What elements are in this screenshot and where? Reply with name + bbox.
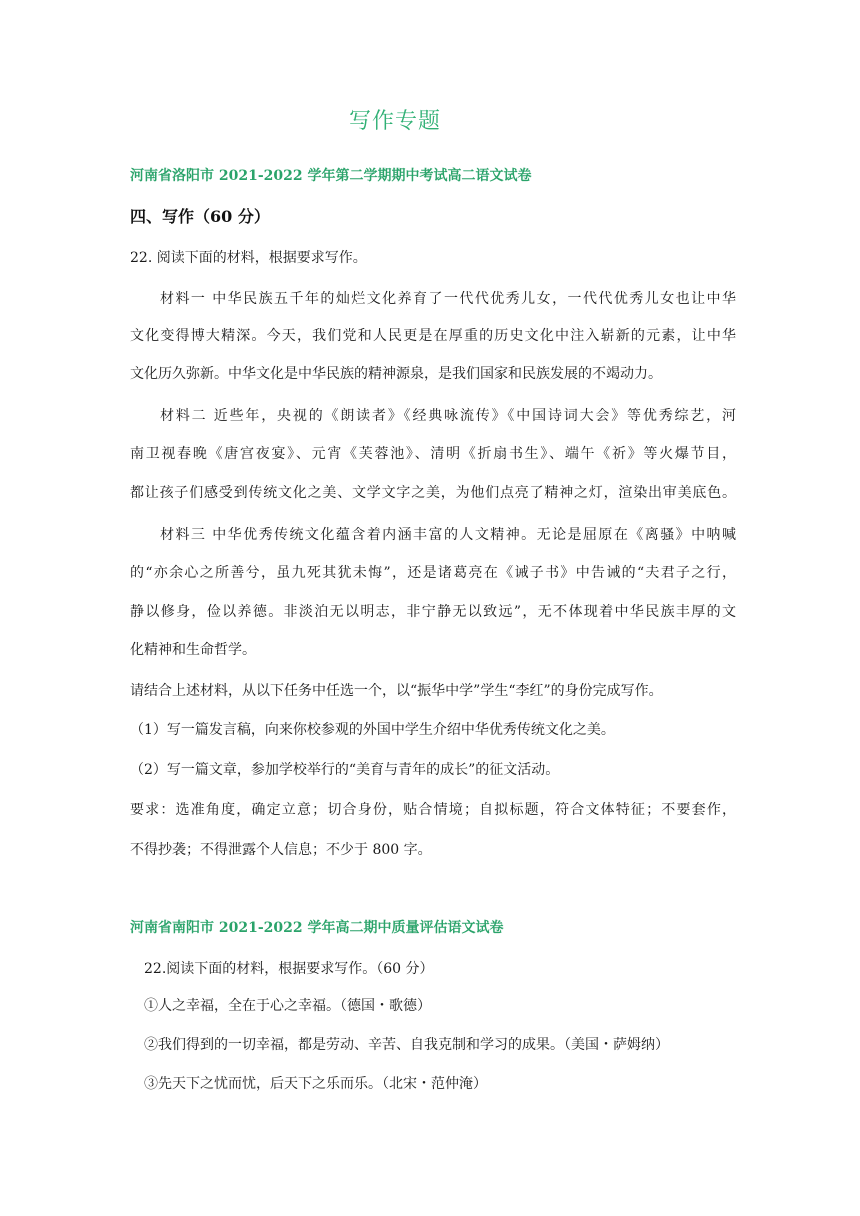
material3-line: 的“亦余心之所善兮，虽九死其犹未悔”，还是诸葛亮在《诫子书》中告诫的“夫君子之行， bbox=[130, 565, 736, 581]
task-option-1: （1）写一篇发言稿，向来你校参观的外国中学生介绍中华优秀传统文化之美。 bbox=[130, 722, 615, 738]
task-option-2: （2）写一篇文章，参加学校举行的“美育与青年的成长”的征文活动。 bbox=[130, 762, 560, 778]
question-prompt: 22.阅读下面的材料，根据要求写作。（60 分） bbox=[144, 961, 434, 977]
requirements-line: 不得抄袭；不得泄露个人信息；不少于 800 字。 bbox=[130, 842, 432, 858]
material2-line: 材料二 近些年，央视的《朗读者》《经典咏流传》《中国诗词大会》等优秀综艺，河 bbox=[160, 408, 736, 424]
exam-source-luoyang: 河南省洛阳市 2021-2022 学年第二学期期中考试高二语文试卷 bbox=[130, 168, 532, 184]
material1-line: 文化变得博大精深。今天，我们党和人民更是在厚重的历史文化中注入崭新的元素，让中华 bbox=[130, 328, 736, 344]
quote-item: ①人之幸福，全在于心之幸福。（德国・歌德） bbox=[144, 998, 431, 1014]
material2-line: 都让孩子们感受到传统文化之美、文学文字之美，为他们点亮了精神之灯，渲染出审美底色。 bbox=[130, 485, 736, 501]
question-prompt: 22. 阅读下面的材料，根据要求写作。 bbox=[130, 250, 367, 266]
material1-line: 材料一 中华民族五千年的灿烂文化养育了一代代优秀儿女，一代代优秀儿女也让中华 bbox=[160, 291, 736, 307]
exam-source-nanyang: 河南省南阳市 2021-2022 学年高二期中质量评估语文试卷 bbox=[130, 920, 504, 936]
requirements-line: 要求：选准角度，确定立意；切合身份，贴合情境；自拟标题，符合文体特征；不要套作， bbox=[130, 802, 736, 818]
material3-line: 静以修身，俭以养德。非淡泊无以明志，非宁静无以致远”，无不体现着中华民族丰厚的文 bbox=[130, 604, 736, 620]
section-heading: 四、写作（60 分） bbox=[130, 207, 270, 226]
quote-item: ③先天下之忧而忧，后天下之乐而乐。（北宋・范仲淹） bbox=[144, 1076, 487, 1092]
material3-line: 材料三 中华优秀传统文化蕴含着内涵丰富的人文精神。无论是屈原在《离骚》中呐喊 bbox=[160, 527, 736, 543]
material2-line: 南卫视春晚《唐宫夜宴》、元宵《芙蓉池》、清明《折扇书生》、端午《祈》等火爆节目， bbox=[130, 446, 736, 462]
document-title: 写作专题 bbox=[348, 109, 441, 134]
material1-line: 文化历久弥新。中华文化是中华民族的精神源泉，是我们国家和民族发展的不竭动力。 bbox=[130, 366, 662, 382]
writing-instruction: 请结合上述材料，从以下任务中任选一个，以“振华中学”学生“李红”的身份完成写作。 bbox=[130, 683, 663, 699]
material3-line: 化精神和生命哲学。 bbox=[130, 642, 256, 658]
quote-item: ②我们得到的一切幸福，都是劳动、辛苦、自我克制和学习的成果。（美国・萨姆纳） bbox=[144, 1037, 669, 1053]
